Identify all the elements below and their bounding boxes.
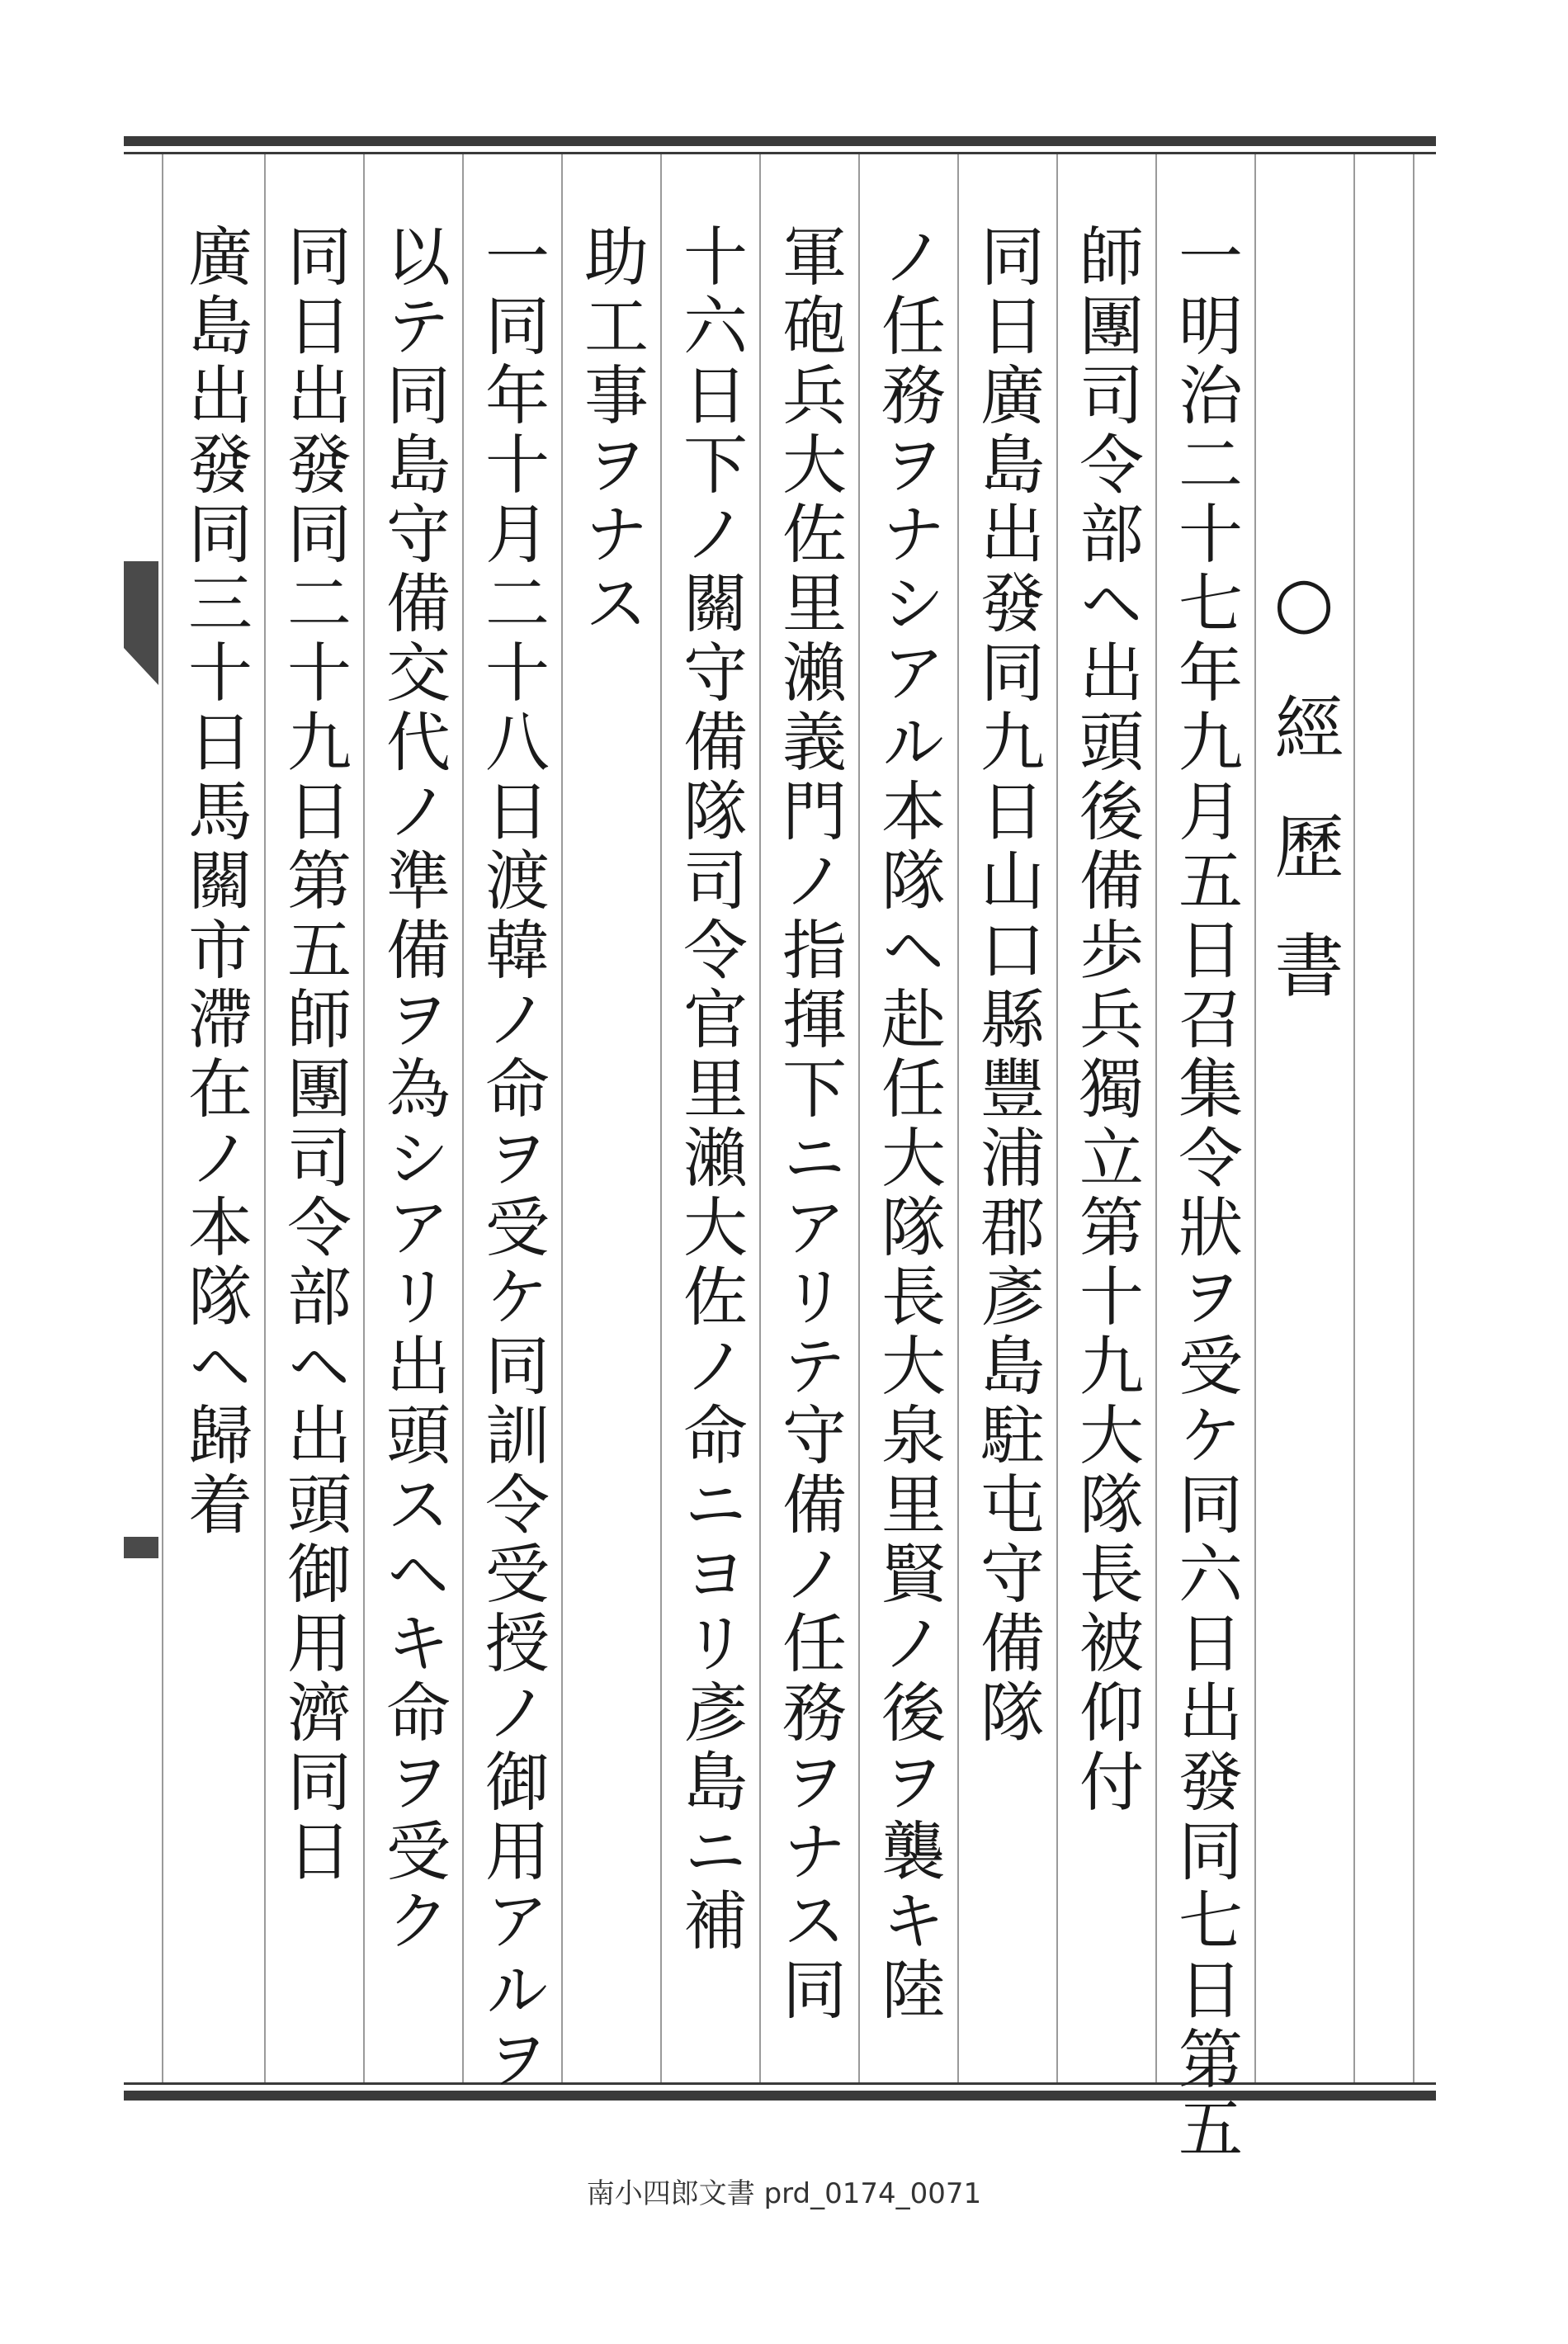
text-column-10: 同日出發同二十九日第五師團司令部ヘ出頭御用濟同日 [276, 223, 351, 1887]
text-column-11: 廣島出發同三十日馬關市滯在ノ本隊ヘ歸着 [177, 223, 252, 1540]
text-column-4: ノ任務ヲナシアル本隊ヘ赴任大隊長大泉里賢ノ後ヲ襲キ陸 [871, 223, 945, 2025]
column-rule [1353, 154, 1355, 2082]
binding-bar-marker [124, 1537, 158, 1558]
text-column-3: 同日廣島出發同九日山口縣豐浦郡彥島駐屯守備隊 [970, 223, 1044, 1748]
text-column-1: 一明治二十七年九月五日召集令狀ヲ受ケ同六日出發同七日第五 [1168, 223, 1242, 2164]
text-column-7: 助工事ヲナス [574, 223, 648, 639]
text-column-2: 師團司令部ヘ出頭後備歩兵獨立第十九大隊長被仰付 [1069, 223, 1143, 1817]
top-border-rule [124, 136, 1436, 154]
column-rule [1413, 154, 1415, 2082]
text-column-9: 以テ同島守備交代ノ準備ヲ為シアリ出頭スヘキ命ヲ受ク [375, 223, 450, 1956]
text-column-6: 十六日下ノ關守備隊司令官里瀨大佐ノ命ニヨリ彥島ニ補 [673, 223, 747, 1956]
text-column-5: 軍砲兵大佐里瀨義門ノ指揮下ニアリテ守備ノ任務ヲナス同 [772, 223, 846, 2025]
column-rule [162, 154, 163, 2082]
document-caption: 南小四郎文書 prd_0174_0071 [586, 2177, 982, 2210]
page-title: ○經歷書 [1263, 561, 1344, 1048]
text-column-8: 一同年十月二十八日渡韓ノ命ヲ受ケ同訓令受授ノ御用アルヲ [475, 223, 549, 2095]
